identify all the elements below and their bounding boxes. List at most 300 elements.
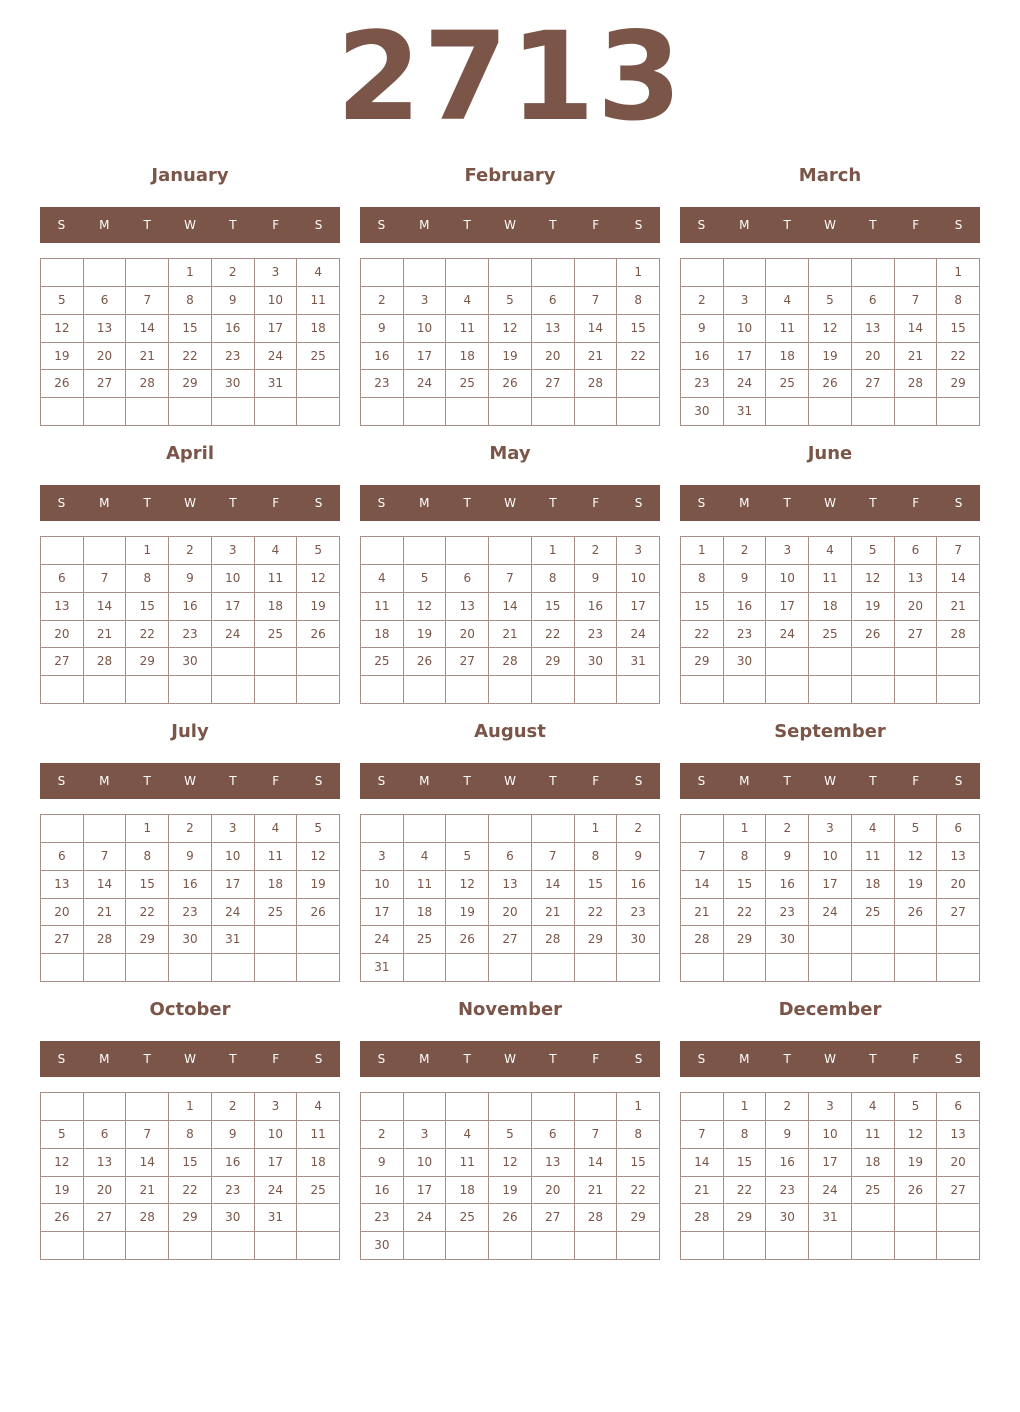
day-cell: 6 <box>532 287 575 315</box>
day-cell: 3 <box>617 537 660 565</box>
day-cell: 13 <box>446 593 489 621</box>
day-cell <box>212 954 255 982</box>
day-cell <box>532 1232 575 1260</box>
day-cell <box>41 537 84 565</box>
day-cell: 22 <box>532 621 575 649</box>
month-name: September <box>774 721 886 742</box>
weekday-label: S <box>697 496 706 510</box>
day-cell: 2 <box>724 537 767 565</box>
weekday-header <box>680 485 980 521</box>
day-grid <box>680 814 980 982</box>
day-cell <box>126 954 169 982</box>
day-cell <box>126 1093 169 1121</box>
day-cell: 6 <box>895 537 938 565</box>
day-cell: 30 <box>575 648 618 676</box>
day-cell <box>404 815 447 843</box>
day-cell <box>895 259 938 287</box>
day-cell: 16 <box>766 1149 809 1177</box>
day-cell: 12 <box>446 871 489 899</box>
day-cell: 30 <box>212 1204 255 1232</box>
day-cell <box>404 1093 447 1121</box>
day-cell: 20 <box>446 621 489 649</box>
day-cell: 14 <box>681 871 724 899</box>
day-cell: 30 <box>766 1204 809 1232</box>
weekday-label: F <box>272 496 280 510</box>
day-cell: 14 <box>532 871 575 899</box>
day-cell: 13 <box>895 565 938 593</box>
day-cell <box>575 259 618 287</box>
day-cell: 14 <box>575 315 618 343</box>
weekday-label: W <box>824 496 836 510</box>
day-cell: 24 <box>255 343 298 371</box>
day-cell: 1 <box>575 815 618 843</box>
weekday-label: S <box>377 774 386 788</box>
day-cell: 7 <box>84 565 127 593</box>
day-cell: 27 <box>446 648 489 676</box>
day-cell <box>489 398 532 426</box>
day-cell: 3 <box>809 1093 852 1121</box>
month-name: December <box>778 999 882 1020</box>
day-cell: 17 <box>255 1149 298 1177</box>
day-cell: 24 <box>617 621 660 649</box>
day-cell: 5 <box>297 815 340 843</box>
day-cell: 18 <box>852 1149 895 1177</box>
day-cell <box>446 1232 489 1260</box>
day-cell: 14 <box>575 1149 618 1177</box>
day-cell <box>255 648 298 676</box>
day-cell: 5 <box>446 843 489 871</box>
weekday-label: M <box>419 496 430 510</box>
day-cell: 18 <box>809 593 852 621</box>
day-cell: 25 <box>852 899 895 927</box>
day-cell: 6 <box>446 565 489 593</box>
day-cell: 4 <box>766 287 809 315</box>
day-cell: 11 <box>766 315 809 343</box>
day-cell: 29 <box>681 648 724 676</box>
weekday-label: S <box>57 774 66 788</box>
weekday-label: S <box>634 496 643 510</box>
day-grid <box>680 258 980 426</box>
weekday-label: F <box>592 774 600 788</box>
day-cell <box>766 954 809 982</box>
day-cell: 5 <box>41 1121 84 1149</box>
day-cell <box>84 676 127 704</box>
day-cell: 29 <box>617 1204 660 1232</box>
day-cell: 29 <box>126 648 169 676</box>
day-cell: 28 <box>532 926 575 954</box>
day-cell: 13 <box>41 593 84 621</box>
day-cell: 24 <box>361 926 404 954</box>
day-cell <box>84 1093 127 1121</box>
day-cell: 31 <box>212 926 255 954</box>
day-cell: 15 <box>169 1149 212 1177</box>
day-cell: 18 <box>297 1149 340 1177</box>
weekday-label: S <box>634 218 643 232</box>
day-cell: 9 <box>766 843 809 871</box>
day-cell <box>361 259 404 287</box>
weekday-label: F <box>912 774 920 788</box>
day-cell: 15 <box>617 1149 660 1177</box>
day-cell: 19 <box>41 1177 84 1205</box>
day-cell: 23 <box>766 1177 809 1205</box>
day-cell: 23 <box>361 370 404 398</box>
day-cell <box>766 259 809 287</box>
day-cell: 18 <box>446 343 489 371</box>
day-cell <box>724 1232 767 1260</box>
day-cell <box>255 398 298 426</box>
day-cell: 3 <box>724 287 767 315</box>
day-cell: 24 <box>212 899 255 927</box>
day-cell: 11 <box>852 843 895 871</box>
day-cell <box>297 648 340 676</box>
day-cell: 20 <box>937 1149 980 1177</box>
day-cell: 11 <box>446 315 489 343</box>
day-cell: 20 <box>41 899 84 927</box>
day-cell: 9 <box>681 315 724 343</box>
month-november <box>360 994 660 1262</box>
day-cell: 17 <box>212 593 255 621</box>
day-cell <box>766 1232 809 1260</box>
day-cell <box>809 954 852 982</box>
weekday-label: T <box>463 496 471 510</box>
day-cell <box>297 398 340 426</box>
day-cell: 25 <box>255 899 298 927</box>
day-cell: 16 <box>169 593 212 621</box>
day-cell <box>532 954 575 982</box>
day-grid <box>40 814 340 982</box>
day-cell: 28 <box>681 926 724 954</box>
day-cell: 30 <box>361 1232 404 1260</box>
day-cell: 28 <box>84 648 127 676</box>
day-cell <box>361 398 404 426</box>
day-cell <box>617 370 660 398</box>
day-cell <box>169 398 212 426</box>
day-cell <box>937 648 980 676</box>
day-cell: 22 <box>617 1177 660 1205</box>
day-cell: 18 <box>297 315 340 343</box>
day-cell <box>41 676 84 704</box>
day-cell: 16 <box>766 871 809 899</box>
day-cell <box>532 815 575 843</box>
month-name: April <box>165 443 215 464</box>
day-cell: 3 <box>809 815 852 843</box>
day-cell <box>489 954 532 982</box>
month-name: February <box>464 165 556 186</box>
day-cell: 6 <box>532 1121 575 1149</box>
day-cell: 21 <box>84 621 127 649</box>
day-cell: 13 <box>489 871 532 899</box>
day-cell: 22 <box>126 899 169 927</box>
day-cell <box>852 954 895 982</box>
day-cell <box>297 1232 340 1260</box>
day-cell: 13 <box>41 871 84 899</box>
weekday-header <box>680 1041 980 1077</box>
weekday-label: F <box>272 1052 280 1066</box>
day-cell <box>84 954 127 982</box>
day-cell: 16 <box>681 343 724 371</box>
day-cell: 26 <box>446 926 489 954</box>
day-cell: 20 <box>84 343 127 371</box>
day-cell <box>212 676 255 704</box>
day-cell: 15 <box>724 871 767 899</box>
day-cell: 3 <box>404 287 447 315</box>
day-cell <box>895 1232 938 1260</box>
day-cell: 14 <box>84 871 127 899</box>
day-cell: 3 <box>361 843 404 871</box>
day-cell: 13 <box>532 315 575 343</box>
day-cell: 8 <box>681 565 724 593</box>
month-name: July <box>171 721 209 742</box>
day-cell: 5 <box>489 1121 532 1149</box>
day-cell: 4 <box>809 537 852 565</box>
weekday-label: F <box>912 218 920 232</box>
day-cell <box>361 815 404 843</box>
day-cell: 15 <box>575 871 618 899</box>
day-cell <box>852 1204 895 1232</box>
day-cell <box>489 1232 532 1260</box>
day-cell: 1 <box>169 1093 212 1121</box>
day-cell: 24 <box>404 370 447 398</box>
day-cell: 11 <box>297 1121 340 1149</box>
day-cell <box>575 676 618 704</box>
day-cell <box>41 815 84 843</box>
day-cell: 17 <box>617 593 660 621</box>
day-cell: 10 <box>724 315 767 343</box>
weekday-label: S <box>377 1052 386 1066</box>
day-cell: 18 <box>255 593 298 621</box>
day-cell <box>617 1232 660 1260</box>
day-cell <box>212 1232 255 1260</box>
day-cell <box>724 954 767 982</box>
day-cell: 27 <box>937 899 980 927</box>
day-cell: 7 <box>681 843 724 871</box>
day-cell: 12 <box>297 843 340 871</box>
weekday-label: W <box>184 496 196 510</box>
weekday-label: M <box>739 774 750 788</box>
day-cell: 26 <box>852 621 895 649</box>
day-cell: 28 <box>489 648 532 676</box>
day-cell <box>169 954 212 982</box>
day-cell: 29 <box>724 926 767 954</box>
day-cell <box>41 954 84 982</box>
day-cell: 1 <box>724 815 767 843</box>
day-cell: 9 <box>169 565 212 593</box>
day-cell: 2 <box>169 537 212 565</box>
day-cell: 27 <box>41 648 84 676</box>
day-cell <box>895 648 938 676</box>
day-cell <box>361 537 404 565</box>
day-cell: 31 <box>255 370 298 398</box>
day-cell <box>681 954 724 982</box>
day-cell: 15 <box>724 1149 767 1177</box>
month-august <box>360 716 660 984</box>
day-cell: 27 <box>937 1177 980 1205</box>
day-cell: 24 <box>255 1177 298 1205</box>
day-cell: 8 <box>126 565 169 593</box>
day-cell: 9 <box>766 1121 809 1149</box>
day-cell: 31 <box>361 954 404 982</box>
day-cell: 16 <box>617 871 660 899</box>
day-cell: 1 <box>169 259 212 287</box>
day-cell: 31 <box>617 648 660 676</box>
day-cell <box>532 1093 575 1121</box>
day-cell: 19 <box>809 343 852 371</box>
day-cell: 18 <box>852 871 895 899</box>
day-cell: 13 <box>937 843 980 871</box>
day-cell: 7 <box>532 843 575 871</box>
day-cell: 10 <box>809 1121 852 1149</box>
weekday-label: W <box>184 218 196 232</box>
day-cell <box>255 954 298 982</box>
day-cell: 27 <box>84 1204 127 1232</box>
day-cell: 3 <box>212 815 255 843</box>
weekday-label: S <box>954 774 963 788</box>
day-cell: 11 <box>809 565 852 593</box>
day-cell: 16 <box>361 343 404 371</box>
day-cell <box>212 648 255 676</box>
day-cell <box>489 815 532 843</box>
day-cell <box>297 676 340 704</box>
day-cell <box>532 259 575 287</box>
day-cell <box>895 398 938 426</box>
day-cell <box>126 259 169 287</box>
weekday-label: S <box>314 496 323 510</box>
day-cell: 18 <box>766 343 809 371</box>
day-cell: 15 <box>937 315 980 343</box>
day-cell <box>895 926 938 954</box>
weekday-label: S <box>634 1052 643 1066</box>
day-cell: 26 <box>489 1204 532 1232</box>
day-cell <box>404 1232 447 1260</box>
day-cell: 30 <box>681 398 724 426</box>
day-cell: 19 <box>446 899 489 927</box>
day-cell: 28 <box>575 370 618 398</box>
day-cell <box>681 1093 724 1121</box>
weekday-label: W <box>504 496 516 510</box>
month-july <box>40 716 340 984</box>
weekday-label: W <box>504 218 516 232</box>
day-cell: 1 <box>681 537 724 565</box>
month-name: March <box>798 165 862 186</box>
day-cell: 16 <box>575 593 618 621</box>
day-cell: 12 <box>297 565 340 593</box>
day-cell: 21 <box>532 899 575 927</box>
day-cell: 18 <box>361 621 404 649</box>
day-cell: 17 <box>361 899 404 927</box>
day-cell: 2 <box>766 1093 809 1121</box>
day-cell: 22 <box>169 343 212 371</box>
day-cell: 25 <box>766 370 809 398</box>
day-cell <box>852 259 895 287</box>
day-cell: 24 <box>404 1204 447 1232</box>
day-cell: 23 <box>212 1177 255 1205</box>
weekday-label: T <box>463 218 471 232</box>
day-cell <box>766 648 809 676</box>
day-cell <box>489 676 532 704</box>
day-cell <box>297 370 340 398</box>
day-cell <box>169 1232 212 1260</box>
day-cell <box>404 398 447 426</box>
day-cell: 12 <box>895 843 938 871</box>
day-cell: 11 <box>446 1149 489 1177</box>
day-cell: 31 <box>255 1204 298 1232</box>
weekday-label: F <box>272 218 280 232</box>
day-cell: 24 <box>809 1177 852 1205</box>
day-cell: 15 <box>532 593 575 621</box>
weekday-label: T <box>143 774 151 788</box>
day-cell: 6 <box>489 843 532 871</box>
day-cell: 17 <box>724 343 767 371</box>
day-cell: 8 <box>617 1121 660 1149</box>
day-cell: 27 <box>852 370 895 398</box>
day-cell: 3 <box>212 537 255 565</box>
weekday-label: F <box>592 1052 600 1066</box>
day-cell <box>41 259 84 287</box>
day-cell: 16 <box>212 1149 255 1177</box>
weekday-label: T <box>229 1052 237 1066</box>
weekday-label: S <box>954 496 963 510</box>
day-cell: 29 <box>169 370 212 398</box>
day-cell <box>212 398 255 426</box>
day-cell: 14 <box>937 565 980 593</box>
day-cell: 22 <box>617 343 660 371</box>
day-cell: 21 <box>575 1177 618 1205</box>
day-cell: 5 <box>489 287 532 315</box>
weekday-label: F <box>272 774 280 788</box>
day-cell <box>895 1204 938 1232</box>
day-cell: 23 <box>617 899 660 927</box>
day-cell: 22 <box>724 1177 767 1205</box>
day-cell <box>446 1093 489 1121</box>
day-cell: 6 <box>937 1093 980 1121</box>
day-cell <box>404 954 447 982</box>
month-march <box>680 160 980 428</box>
day-cell: 2 <box>681 287 724 315</box>
weekday-label: T <box>143 496 151 510</box>
day-cell <box>724 676 767 704</box>
weekday-header <box>680 207 980 243</box>
day-cell: 9 <box>212 287 255 315</box>
day-cell: 7 <box>575 1121 618 1149</box>
weekday-label: T <box>549 774 557 788</box>
day-cell: 10 <box>617 565 660 593</box>
day-cell <box>852 1232 895 1260</box>
day-cell <box>852 648 895 676</box>
weekday-label: M <box>419 218 430 232</box>
day-cell: 17 <box>766 593 809 621</box>
day-cell: 12 <box>41 1149 84 1177</box>
day-cell <box>681 1232 724 1260</box>
day-cell <box>404 676 447 704</box>
weekday-label: S <box>954 1052 963 1066</box>
day-cell: 6 <box>84 1121 127 1149</box>
day-cell: 10 <box>255 1121 298 1149</box>
weekday-label: T <box>463 1052 471 1066</box>
weekday-label: S <box>57 496 66 510</box>
day-cell: 26 <box>297 621 340 649</box>
month-name: October <box>149 999 231 1020</box>
day-cell: 22 <box>126 621 169 649</box>
weekday-label: T <box>783 1052 791 1066</box>
day-cell: 23 <box>724 621 767 649</box>
day-cell: 26 <box>895 899 938 927</box>
day-cell: 15 <box>126 593 169 621</box>
day-cell <box>809 398 852 426</box>
day-cell <box>446 259 489 287</box>
day-cell: 8 <box>724 1121 767 1149</box>
day-cell: 23 <box>681 370 724 398</box>
day-grid <box>360 536 660 704</box>
